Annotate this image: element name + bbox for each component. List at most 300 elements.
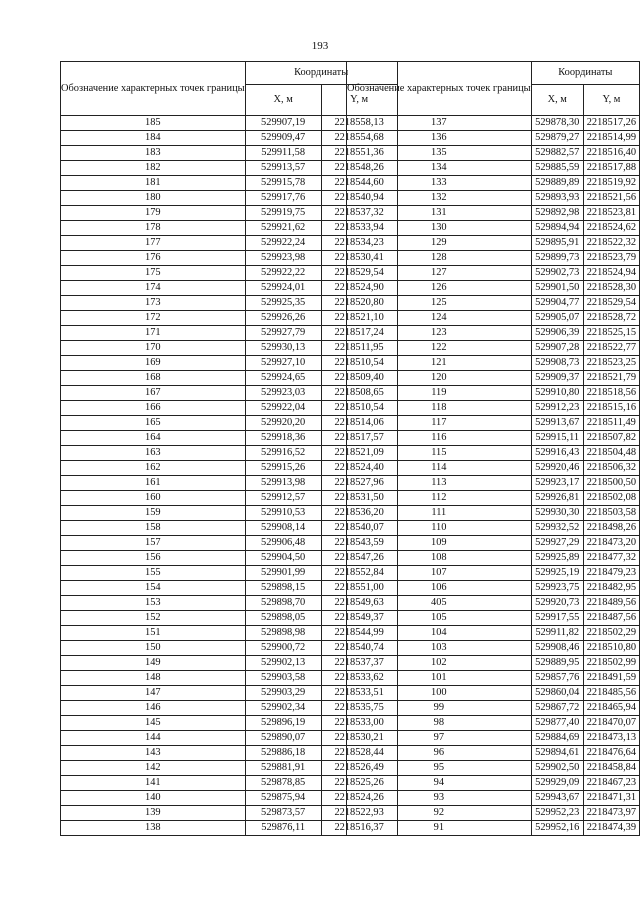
point-number-cell: 111	[347, 506, 532, 521]
table-row	[347, 371, 640, 386]
table-row	[347, 326, 640, 341]
table-row	[347, 416, 640, 431]
x-coordinate-cell: 529894,94	[531, 221, 583, 236]
point-number-cell: 92	[347, 806, 532, 821]
y-coordinate-cell: 2218520,80	[321, 296, 397, 311]
table-row	[347, 566, 640, 581]
x-coordinate-cell: 529873,57	[245, 806, 321, 821]
point-number-cell: 165	[61, 416, 246, 431]
x-coordinate-cell: 529899,73	[531, 251, 583, 266]
y-coordinate-cell: 2218524,62	[583, 221, 639, 236]
table-row	[347, 296, 640, 311]
point-number-cell: 97	[347, 731, 532, 746]
point-number-cell: 110	[347, 521, 532, 536]
x-coordinate-cell: 529912,23	[531, 401, 583, 416]
y-coordinate-cell: 2218476,64	[583, 746, 639, 761]
y-coordinate-cell: 2218504,48	[583, 446, 639, 461]
point-number-cell: 179	[61, 206, 246, 221]
point-number-cell: 163	[61, 446, 246, 461]
x-coordinate-cell: 529902,34	[245, 701, 321, 716]
table-row	[347, 821, 640, 836]
y-coordinate-cell: 2218528,30	[583, 281, 639, 296]
point-number-cell: 115	[347, 446, 532, 461]
x-coordinate-cell: 529903,29	[245, 686, 321, 701]
x-coordinate-cell: 529925,89	[531, 551, 583, 566]
y-coordinate-cell: 2218477,32	[583, 551, 639, 566]
point-number-cell: 127	[347, 266, 532, 281]
point-number-cell: 141	[61, 776, 246, 791]
point-number-cell: 134	[347, 161, 532, 176]
y-coordinate-cell: 2218516,40	[583, 146, 639, 161]
point-number-cell: 172	[61, 311, 246, 326]
y-coordinate-cell: 2218465,94	[583, 701, 639, 716]
y-coordinate-cell: 2218514,99	[583, 131, 639, 146]
x-coordinate-cell: 529879,27	[531, 131, 583, 146]
point-number-cell: 185	[61, 116, 246, 131]
point-number-cell: 95	[347, 761, 532, 776]
y-coordinate-cell: 2218547,26	[321, 551, 397, 566]
point-number-cell: 103	[347, 641, 532, 656]
table-row	[347, 176, 640, 191]
point-number-cell: 161	[61, 476, 246, 491]
x-coordinate-cell: 529889,95	[531, 656, 583, 671]
x-coordinate-cell: 529920,20	[245, 416, 321, 431]
point-number-cell: 106	[347, 581, 532, 596]
table-row	[347, 146, 640, 161]
y-coordinate-cell: 2218482,95	[583, 581, 639, 596]
x-coordinate-cell: 529909,37	[531, 371, 583, 386]
table-row	[347, 746, 640, 761]
point-number-cell: 135	[347, 146, 532, 161]
y-coordinate-cell: 2218540,74	[321, 641, 397, 656]
table-row	[347, 686, 640, 701]
x-coordinate-cell: 529908,73	[531, 356, 583, 371]
table-row	[347, 656, 640, 671]
point-number-cell: 96	[347, 746, 532, 761]
y-coordinate-cell: 2218518,56	[583, 386, 639, 401]
point-number-cell: 170	[61, 341, 246, 356]
x-coordinate-cell: 529932,52	[531, 521, 583, 536]
point-number-cell: 184	[61, 131, 246, 146]
table-row	[347, 266, 640, 281]
x-coordinate-cell: 529918,36	[245, 431, 321, 446]
table-row	[347, 641, 640, 656]
x-coordinate-cell: 529913,98	[245, 476, 321, 491]
x-coordinate-cell: 529911,58	[245, 146, 321, 161]
x-coordinate-cell: 529922,22	[245, 266, 321, 281]
table-row	[347, 521, 640, 536]
y-coordinate-cell: 2218529,54	[583, 296, 639, 311]
y-coordinate-cell: 2218543,59	[321, 536, 397, 551]
x-coordinate-cell: 529952,16	[531, 821, 583, 836]
point-number-cell: 109	[347, 536, 532, 551]
x-coordinate-cell: 529878,30	[531, 116, 583, 131]
y-coordinate-cell: 2218500,50	[583, 476, 639, 491]
point-number-cell: 166	[61, 401, 246, 416]
x-coordinate-cell: 529893,93	[531, 191, 583, 206]
y-coordinate-cell: 2218523,79	[583, 251, 639, 266]
point-number-cell: 143	[61, 746, 246, 761]
point-number-cell: 140	[61, 791, 246, 806]
x-coordinate-cell: 529857,76	[531, 671, 583, 686]
point-number-cell: 108	[347, 551, 532, 566]
x-coordinate-cell: 529867,72	[531, 701, 583, 716]
y-coordinate-cell: 2218526,49	[321, 761, 397, 776]
x-coordinate-cell: 529907,19	[245, 116, 321, 131]
y-coordinate-cell: 2218558,13	[321, 116, 397, 131]
y-coordinate-cell: 2218528,44	[321, 746, 397, 761]
x-coordinate-cell: 529930,13	[245, 341, 321, 356]
x-coordinate-cell: 529919,75	[245, 206, 321, 221]
x-coordinate-cell: 529912,57	[245, 491, 321, 506]
point-number-cell: 178	[61, 221, 246, 236]
y-coordinate-cell: 2218523,25	[583, 356, 639, 371]
coordinates-table-right	[346, 61, 640, 836]
point-number-cell: 157	[61, 536, 246, 551]
y-coordinate-cell: 2218511,95	[321, 341, 397, 356]
point-number-cell: 119	[347, 386, 532, 401]
y-coordinate-cell: 2218487,56	[583, 611, 639, 626]
point-number-cell: 174	[61, 281, 246, 296]
point-number-cell: 182	[61, 161, 246, 176]
y-coordinate-cell: 2218524,90	[321, 281, 397, 296]
table-row	[347, 131, 640, 146]
point-number-cell: 116	[347, 431, 532, 446]
x-coordinate-cell: 529902,73	[531, 266, 583, 281]
table-row	[347, 611, 640, 626]
x-coordinate-cell: 529920,46	[531, 461, 583, 476]
y-coordinate-cell: 2218536,20	[321, 506, 397, 521]
y-coordinate-cell: 2218517,24	[321, 326, 397, 341]
x-coordinate-cell: 529915,78	[245, 176, 321, 191]
table-row	[347, 596, 640, 611]
x-coordinate-cell: 529926,26	[245, 311, 321, 326]
y-coordinate-cell: 2218549,63	[321, 596, 397, 611]
point-number-cell: 148	[61, 671, 246, 686]
table-row	[347, 236, 640, 251]
x-coordinate-cell: 529924,65	[245, 371, 321, 386]
table-row	[347, 386, 640, 401]
y-coordinate-cell: 2218537,32	[321, 206, 397, 221]
y-coordinate-cell: 2218534,23	[321, 236, 397, 251]
y-coordinate-cell: 2218521,10	[321, 311, 397, 326]
y-coordinate-cell: 2218551,00	[321, 581, 397, 596]
table-row	[347, 716, 640, 731]
y-coordinate-cell: 2218507,82	[583, 431, 639, 446]
x-coordinate-cell: 529904,77	[531, 296, 583, 311]
y-coordinate-cell: 2218524,40	[321, 461, 397, 476]
y-coordinate-cell: 2218522,77	[583, 341, 639, 356]
point-number-cell: 167	[61, 386, 246, 401]
x-coordinate-cell: 529901,50	[531, 281, 583, 296]
y-coordinate-cell: 2218549,37	[321, 611, 397, 626]
x-coordinate-cell: 529923,17	[531, 476, 583, 491]
y-column-header: Y, м	[321, 85, 397, 116]
x-coordinate-cell: 529926,81	[531, 491, 583, 506]
y-coordinate-cell: 2218510,54	[321, 401, 397, 416]
y-coordinate-cell: 2218473,13	[583, 731, 639, 746]
y-coordinate-cell: 2218521,09	[321, 446, 397, 461]
y-coordinate-cell: 2218509,40	[321, 371, 397, 386]
point-number-cell: 94	[347, 776, 532, 791]
y-coordinate-cell: 2218474,39	[583, 821, 639, 836]
table-row	[347, 761, 640, 776]
y-coordinate-cell: 2218540,94	[321, 191, 397, 206]
point-number-cell: 181	[61, 176, 246, 191]
y-coordinate-cell: 2218552,84	[321, 566, 397, 581]
point-number-cell: 142	[61, 761, 246, 776]
x-coordinate-cell: 529895,91	[531, 236, 583, 251]
x-coordinate-cell: 529917,76	[245, 191, 321, 206]
point-number-cell: 120	[347, 371, 532, 386]
point-number-cell: 169	[61, 356, 246, 371]
y-coordinate-cell: 2218470,07	[583, 716, 639, 731]
x-coordinate-cell: 529943,67	[531, 791, 583, 806]
y-coordinate-cell: 2218533,94	[321, 221, 397, 236]
table-row	[347, 701, 640, 716]
x-coordinate-cell: 529906,48	[245, 536, 321, 551]
y-coordinate-cell: 2218523,81	[583, 206, 639, 221]
y-coordinate-cell: 2218529,54	[321, 266, 397, 281]
x-coordinate-cell: 529927,79	[245, 326, 321, 341]
point-number-cell: 145	[61, 716, 246, 731]
table-row	[347, 191, 640, 206]
point-number-cell: 155	[61, 566, 246, 581]
table-row	[347, 476, 640, 491]
point-number-cell: 133	[347, 176, 532, 191]
x-coordinate-cell: 529894,61	[531, 746, 583, 761]
y-coordinate-cell: 2218510,54	[321, 356, 397, 371]
y-coordinate-cell: 2218458,84	[583, 761, 639, 776]
x-coordinate-cell: 529884,69	[531, 731, 583, 746]
x-coordinate-cell: 529924,01	[245, 281, 321, 296]
y-coordinate-cell: 2218506,32	[583, 461, 639, 476]
point-number-cell: 123	[347, 326, 532, 341]
y-coordinate-cell: 2218522,93	[321, 806, 397, 821]
x-coordinate-cell: 529952,23	[531, 806, 583, 821]
point-number-cell: 405	[347, 596, 532, 611]
x-coordinate-cell: 529916,52	[245, 446, 321, 461]
x-coordinate-cell: 529909,47	[245, 131, 321, 146]
point-number-cell: 136	[347, 131, 532, 146]
y-coordinate-cell: 2218544,60	[321, 176, 397, 191]
y-coordinate-cell: 2218540,07	[321, 521, 397, 536]
y-coordinate-cell: 2218525,26	[321, 776, 397, 791]
y-coordinate-cell: 2218471,31	[583, 791, 639, 806]
x-coordinate-cell: 529922,04	[245, 401, 321, 416]
point-number-cell: 129	[347, 236, 532, 251]
point-number-cell: 91	[347, 821, 532, 836]
y-coordinate-cell: 2218467,23	[583, 776, 639, 791]
point-number-cell: 104	[347, 626, 532, 641]
y-coordinate-cell: 2218544,99	[321, 626, 397, 641]
table-row	[347, 281, 640, 296]
x-coordinate-cell: 529860,04	[531, 686, 583, 701]
x-coordinate-cell: 529910,53	[245, 506, 321, 521]
point-number-cell: 139	[61, 806, 246, 821]
x-coordinate-cell: 529890,07	[245, 731, 321, 746]
x-coordinate-cell: 529902,13	[245, 656, 321, 671]
x-coordinate-cell: 529913,57	[245, 161, 321, 176]
y-coordinate-cell: 2218508,65	[321, 386, 397, 401]
point-number-cell: 180	[61, 191, 246, 206]
x-coordinate-cell: 529875,94	[245, 791, 321, 806]
table-row	[347, 581, 640, 596]
y-coordinate-cell: 2218502,99	[583, 656, 639, 671]
x-coordinate-cell: 529917,55	[531, 611, 583, 626]
table-row	[347, 116, 640, 131]
point-number-cell: 164	[61, 431, 246, 446]
coordinates-header: Координаты	[531, 62, 639, 85]
y-coordinate-cell: 2218530,21	[321, 731, 397, 746]
x-coordinate-cell: 529910,80	[531, 386, 583, 401]
x-coordinate-cell: 529881,91	[245, 761, 321, 776]
table-row	[347, 356, 640, 371]
point-number-cell: 132	[347, 191, 532, 206]
x-coordinate-cell: 529927,10	[245, 356, 321, 371]
y-coordinate-cell: 2218525,15	[583, 326, 639, 341]
point-column-header: Обозначение характерных точек границы	[61, 62, 246, 116]
point-number-cell: 113	[347, 476, 532, 491]
point-number-cell: 149	[61, 656, 246, 671]
y-coordinate-cell: 2218524,26	[321, 791, 397, 806]
x-coordinate-cell: 529885,59	[531, 161, 583, 176]
table-row	[347, 206, 640, 221]
point-number-cell: 152	[61, 611, 246, 626]
point-number-cell: 114	[347, 461, 532, 476]
point-number-cell: 122	[347, 341, 532, 356]
point-number-cell: 131	[347, 206, 532, 221]
x-coordinate-cell: 529877,40	[531, 716, 583, 731]
table-row	[347, 341, 640, 356]
x-coordinate-cell: 529929,09	[531, 776, 583, 791]
y-coordinate-cell: 2218533,62	[321, 671, 397, 686]
point-number-cell: 176	[61, 251, 246, 266]
x-coordinate-cell: 529898,98	[245, 626, 321, 641]
y-coordinate-cell: 2218527,96	[321, 476, 397, 491]
x-coordinate-cell: 529925,19	[531, 566, 583, 581]
y-coordinate-cell: 2218537,37	[321, 656, 397, 671]
x-column-header: X, м	[531, 85, 583, 116]
x-coordinate-cell: 529903,58	[245, 671, 321, 686]
y-coordinate-cell: 2218554,68	[321, 131, 397, 146]
point-number-cell: 137	[347, 116, 532, 131]
x-coordinate-cell: 529913,67	[531, 416, 583, 431]
x-coordinate-cell: 529908,14	[245, 521, 321, 536]
y-coordinate-cell: 2218528,72	[583, 311, 639, 326]
x-coordinate-cell: 529882,57	[531, 146, 583, 161]
y-coordinate-cell: 2218498,26	[583, 521, 639, 536]
table-row	[347, 311, 640, 326]
y-coordinate-cell: 2218548,26	[321, 161, 397, 176]
table-row	[347, 626, 640, 641]
point-number-cell: 121	[347, 356, 532, 371]
table-row	[347, 461, 640, 476]
table-row	[347, 446, 640, 461]
y-coordinate-cell: 2218530,41	[321, 251, 397, 266]
y-coordinate-cell: 2218519,92	[583, 176, 639, 191]
y-coordinate-cell: 2218502,08	[583, 491, 639, 506]
y-coordinate-cell: 2218514,06	[321, 416, 397, 431]
y-coordinate-cell: 2218517,57	[321, 431, 397, 446]
y-column-header: Y, м	[583, 85, 639, 116]
x-coordinate-cell: 529904,50	[245, 551, 321, 566]
point-number-cell: 159	[61, 506, 246, 521]
x-coordinate-cell: 529916,43	[531, 446, 583, 461]
point-number-cell: 138	[61, 821, 246, 836]
point-number-cell: 99	[347, 701, 532, 716]
x-coordinate-cell: 529902,50	[531, 761, 583, 776]
y-coordinate-cell: 2218479,23	[583, 566, 639, 581]
point-number-cell: 128	[347, 251, 532, 266]
point-number-cell: 168	[61, 371, 246, 386]
x-coordinate-cell: 529898,15	[245, 581, 321, 596]
table-row	[347, 251, 640, 266]
y-coordinate-cell: 2218533,00	[321, 716, 397, 731]
point-number-cell: 102	[347, 656, 532, 671]
x-coordinate-cell: 529911,82	[531, 626, 583, 641]
point-number-cell: 117	[347, 416, 532, 431]
y-coordinate-cell: 2218515,16	[583, 401, 639, 416]
x-coordinate-cell: 529923,03	[245, 386, 321, 401]
x-coordinate-cell: 529900,72	[245, 641, 321, 656]
x-coordinate-cell: 529878,85	[245, 776, 321, 791]
y-coordinate-cell: 2218473,97	[583, 806, 639, 821]
table-row	[347, 491, 640, 506]
x-coordinate-cell: 529898,70	[245, 596, 321, 611]
x-coordinate-cell: 529921,62	[245, 221, 321, 236]
x-coordinate-cell: 529915,11	[531, 431, 583, 446]
x-coordinate-cell: 529907,28	[531, 341, 583, 356]
point-number-cell: 93	[347, 791, 532, 806]
point-number-cell: 98	[347, 716, 532, 731]
point-number-cell: 162	[61, 461, 246, 476]
y-coordinate-cell: 2218521,56	[583, 191, 639, 206]
coordinates-table-body	[347, 116, 640, 836]
x-coordinate-cell: 529922,24	[245, 236, 321, 251]
table-row	[347, 806, 640, 821]
point-number-cell: 125	[347, 296, 532, 311]
y-coordinate-cell: 2218551,36	[321, 146, 397, 161]
point-number-cell: 144	[61, 731, 246, 746]
y-coordinate-cell: 2218521,79	[583, 371, 639, 386]
x-coordinate-cell: 529930,30	[531, 506, 583, 521]
table-row	[347, 551, 640, 566]
table-row	[347, 776, 640, 791]
y-coordinate-cell: 2218531,50	[321, 491, 397, 506]
coordinates-header: Координаты	[245, 62, 397, 85]
y-coordinate-cell: 2218524,94	[583, 266, 639, 281]
point-number-cell: 150	[61, 641, 246, 656]
point-number-cell: 151	[61, 626, 246, 641]
y-coordinate-cell: 2218517,88	[583, 161, 639, 176]
y-coordinate-cell: 2218502,29	[583, 626, 639, 641]
point-number-cell: 100	[347, 686, 532, 701]
x-coordinate-cell: 529886,18	[245, 746, 321, 761]
table-row	[347, 506, 640, 521]
x-coordinate-cell: 529896,19	[245, 716, 321, 731]
point-number-cell: 183	[61, 146, 246, 161]
y-coordinate-cell: 2218510,80	[583, 641, 639, 656]
x-coordinate-cell: 529915,26	[245, 461, 321, 476]
point-number-cell: 177	[61, 236, 246, 251]
page-number: 193	[311, 40, 329, 52]
point-number-cell: 173	[61, 296, 246, 311]
point-number-cell: 147	[61, 686, 246, 701]
point-number-cell: 153	[61, 596, 246, 611]
y-coordinate-cell: 2218473,20	[583, 536, 639, 551]
x-coordinate-cell: 529927,29	[531, 536, 583, 551]
